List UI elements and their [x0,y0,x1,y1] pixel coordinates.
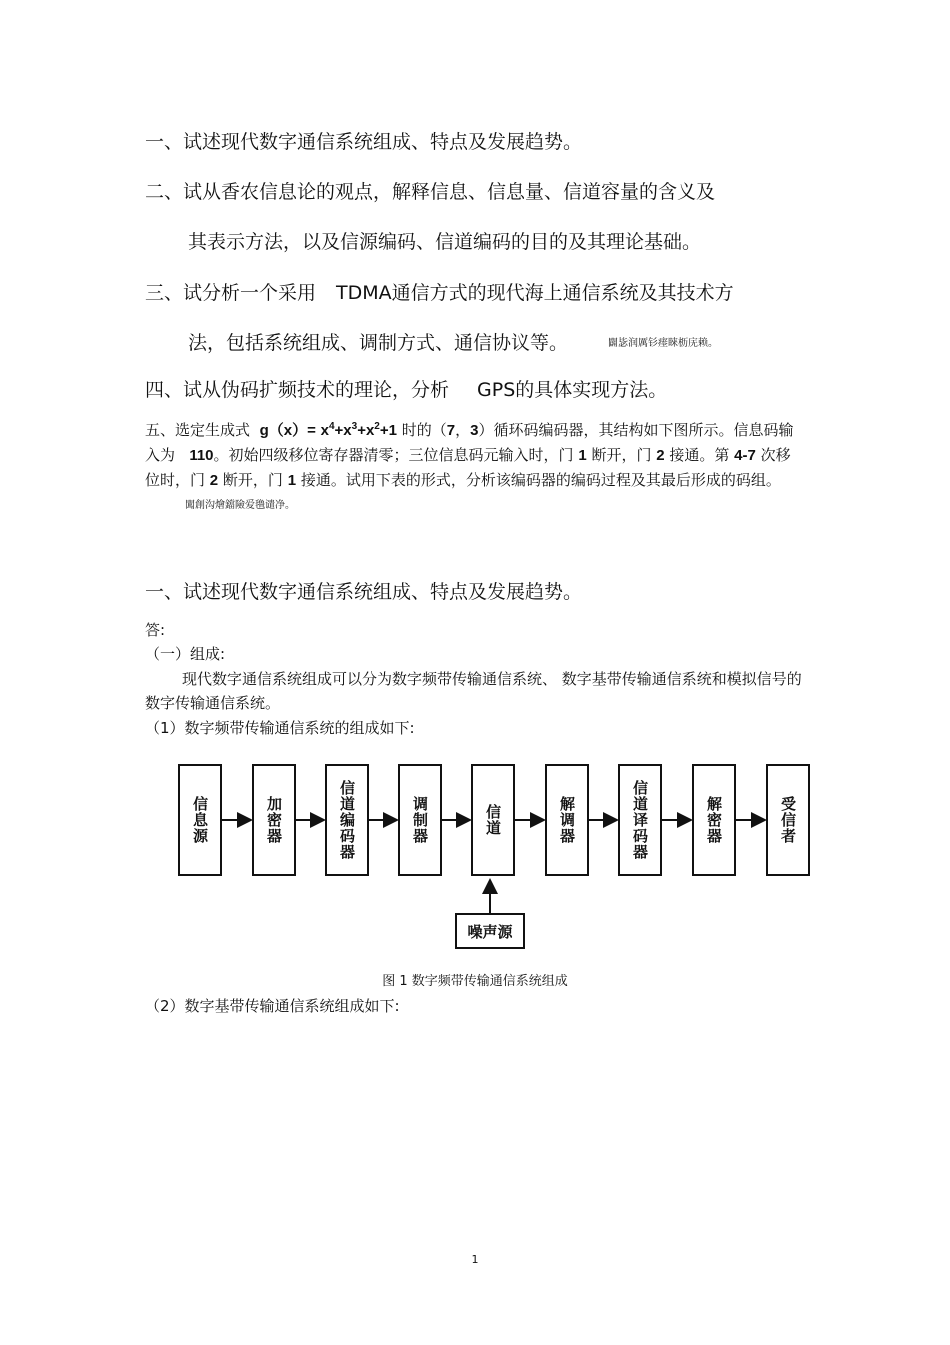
q5-gate: 1 [287,472,297,489]
q5-text: 时的（ [401,421,447,439]
answer-heading: 一、试述现代数字通信系统组成、特点及发展趋势。 [145,581,583,603]
page-number: 1 [471,1253,479,1266]
q5-text: 接通。试用下表的形式，分析该编码器的编码过程及其最后形成的码组。 [300,471,781,489]
question-2-line-1: 二、试从香农信息论的观点，解释信息、信息量、信道容量的含义及 [145,181,716,203]
poly-const: +1 [379,422,397,439]
poly-x3: +x [334,422,352,439]
question-3-tdma: TDMA [336,282,392,304]
answer-paragraph: 现代数字通信系统组成可以分为数字频带传输通信系统、 数字基带传输通信系统和模拟信号的数字传输通信系统。 [145,670,802,712]
q5-generator-label: g（x）= [259,422,316,439]
q5-text: ）循环码编码器，其结构如下图所示。信息码输入为 [145,421,794,464]
answer-item-1: （1）数字频带传输通信系统的组成如下: [145,719,415,737]
block-noise-source: 噪声源 [455,913,525,949]
block-label: 解密器 [705,796,723,844]
question-3-text-c: 通信方式的现代海上通信系统及其技术方 [391,282,734,304]
question-4-gps: GPS [477,379,516,401]
block-channel [471,764,515,876]
block-encryptor [252,764,296,876]
q5-gate: 1 [578,447,587,464]
question-4-text-a: 四、试从伪码扩频技术的理论，分析 [145,379,450,401]
poly-x: x [320,422,329,439]
q5-polynomial [321,422,397,439]
q5-gate: 2 [209,472,219,489]
q5-k: 3 [470,422,479,439]
block-demodulator [545,764,589,876]
q5-gate: 2 [656,447,665,464]
block-label: 调制器 [411,796,429,844]
q5-info-code: 110 [189,447,214,464]
q5-text: 五、选定生成式 [145,421,251,439]
question-1: 一、试述现代数字通信系统组成、特点及发展趋势。 [145,131,583,153]
q5-shift-range: 4-7 [734,447,756,464]
block-label: 信道译码器 [631,780,649,860]
block-receiver [766,764,810,876]
question-3-line-1 [145,281,734,305]
q5-comma: ， [455,421,471,439]
block-diagram [172,758,812,958]
q5-text: 接通。第 [669,446,730,464]
block-label: 加密器 [265,796,283,844]
question-3-note: 闢毖润厲钐瘗睞枥庑赖。 [608,337,719,349]
poly-exp-3: 3 [351,421,358,432]
q5-n: 7 [446,422,456,439]
block-label: 受信者 [779,796,797,844]
block-label: 信道编码器 [338,780,356,860]
block-label: 解调器 [558,796,576,844]
block-label: 信息源 [191,796,209,844]
q5-text: 次移位时，门 [145,446,791,489]
block-decryptor [692,764,736,876]
poly-exp-4: 4 [328,421,335,432]
question-5 [145,418,805,518]
block-information-source [178,764,222,876]
question-5-note: 闖創沟燴鐺險爱氇谴净。 [185,500,295,511]
figure-caption: 图 1 数字频带传输通信系统组成 [382,974,568,989]
q5-text: 。初始四级移位寄存器清零；三位信息码元输入时，门 [213,446,574,464]
question-2-line-2: 其表示方法，以及信源编码、信道编码的目的及其理论基础。 [188,231,702,253]
poly-exp-2: 2 [374,421,380,432]
answer-label: 答: [145,621,166,639]
block-modulator [398,764,442,876]
block-channel-encoder [325,764,369,876]
block-label: 信道 [484,804,502,836]
block-channel-decoder [618,764,662,876]
question-3-line-2-text: 法，包括系统组成、调制方式、通信协议等。 [188,332,569,354]
question-3-line-2 [188,331,718,356]
question-4 [145,378,667,402]
answer-section-1: （一）组成: [145,645,226,663]
q5-text: 断开，门 [222,471,283,489]
answer-item-2: （2）数字基带传输通信系统组成如下: [145,997,400,1015]
question-3-text-a: 三、试分析一个采用 [145,282,317,304]
q5-text: 断开，门 [591,446,652,464]
question-4-text-c: 的具体实现方法。 [515,379,668,401]
poly-x2: +x [357,422,375,439]
